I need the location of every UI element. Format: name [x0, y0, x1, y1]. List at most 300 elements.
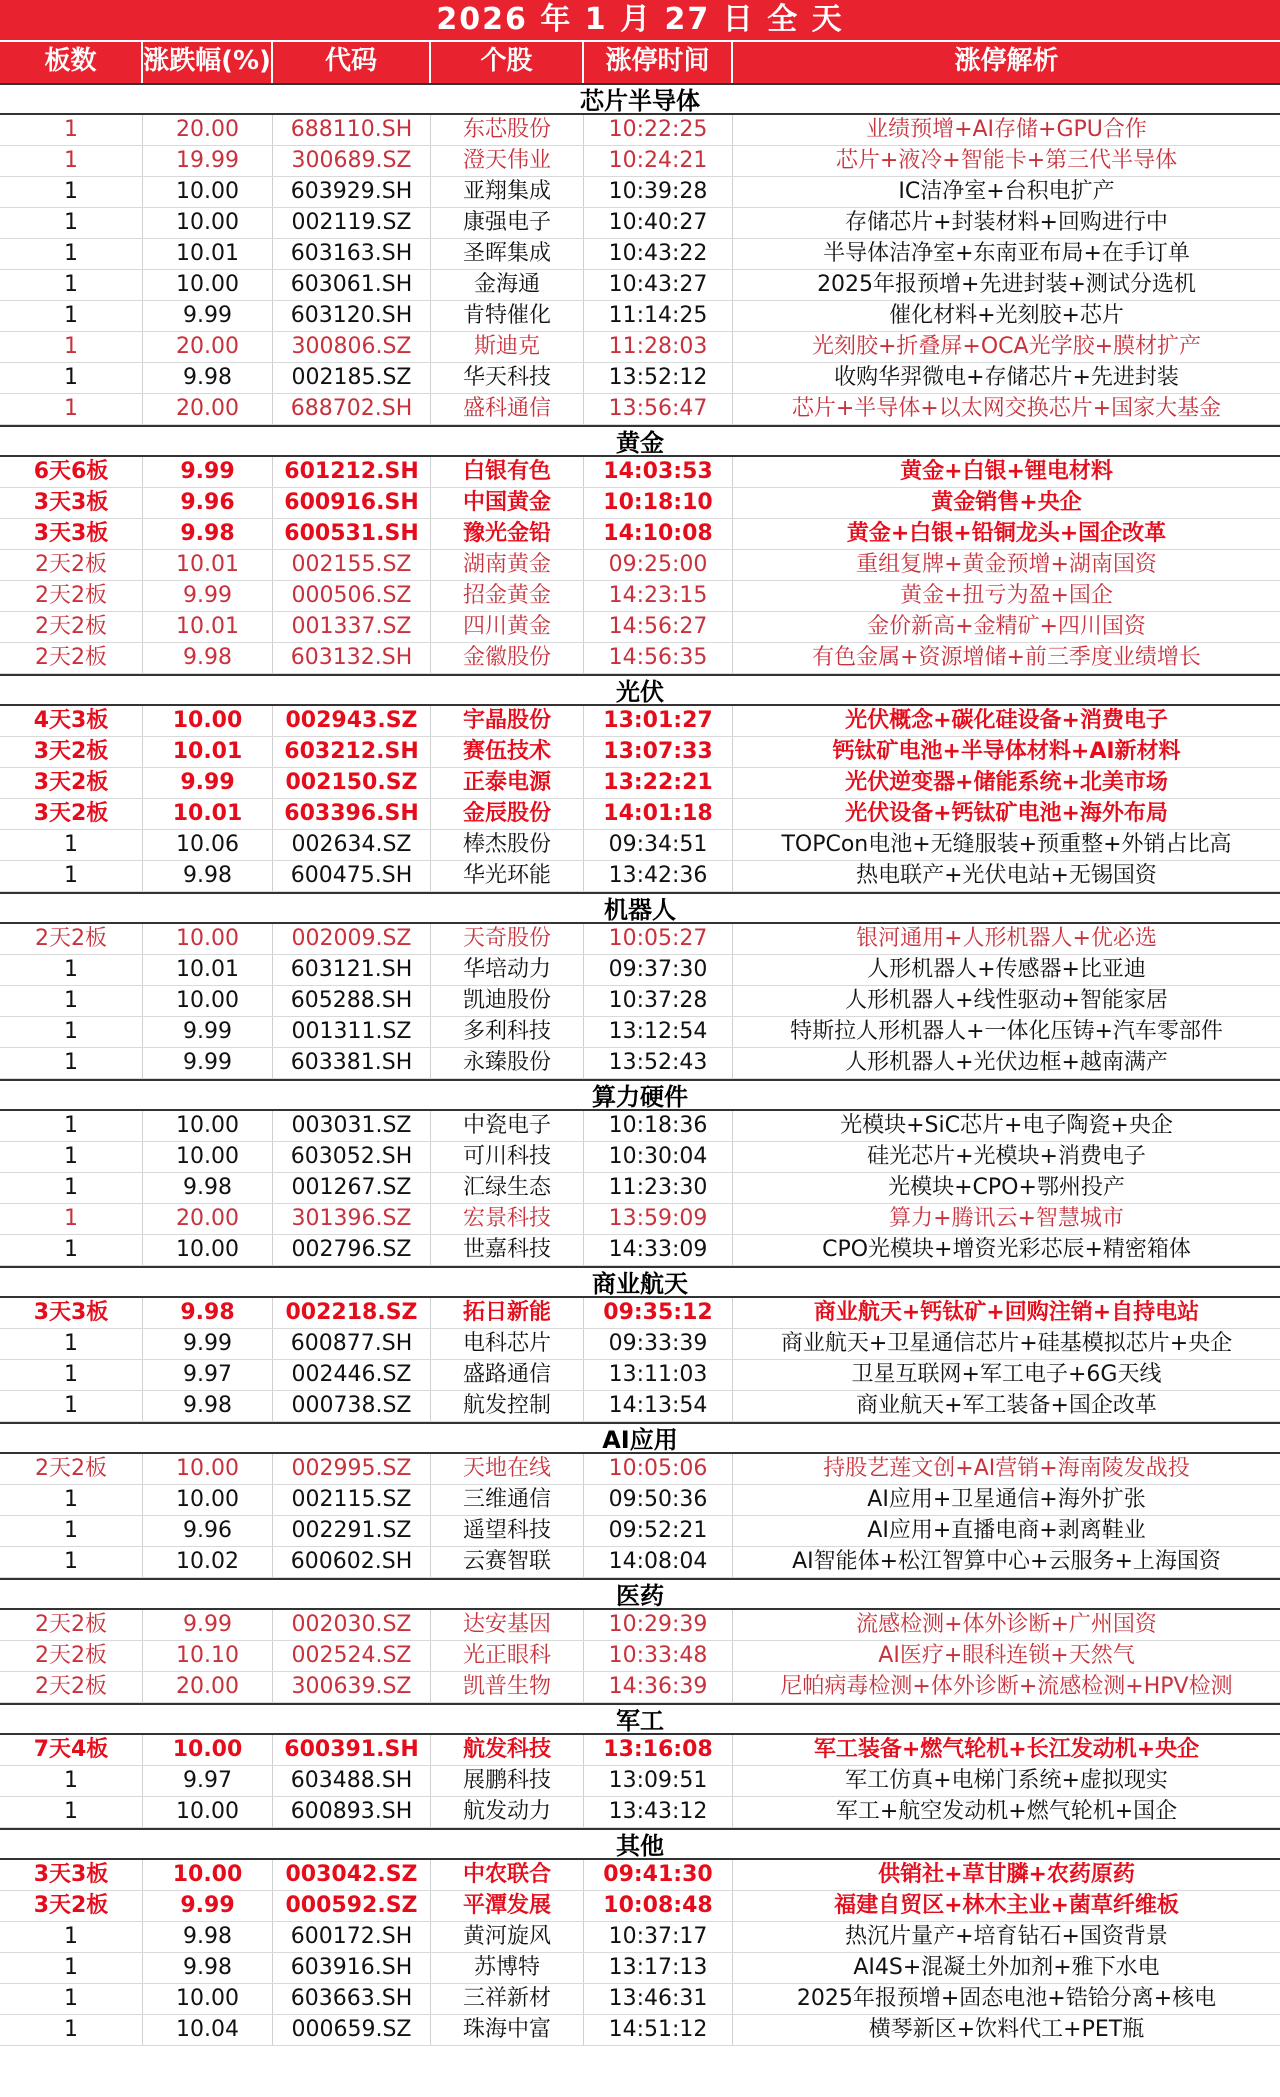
cell-board: 1 [0, 270, 143, 300]
cell-change: 10.01 [143, 239, 273, 269]
cell-stock: 康强电子 [431, 208, 584, 238]
cell-stock: 四川黄金 [431, 612, 584, 642]
cell-reason: 重组复牌+黄金预增+湖南国资 [856, 552, 1157, 577]
cell-board: 1 [0, 1485, 143, 1515]
table-row [0, 332, 1280, 363]
cell-change: 10.00 [143, 1235, 273, 1265]
cell-code: 002634.SZ [273, 830, 431, 860]
cell-board: 1 [0, 146, 143, 176]
cell-change: 9.98 [143, 1922, 273, 1952]
table-row [0, 1953, 1280, 1984]
cell-board: 1 [0, 1048, 143, 1078]
cell-board: 1 [0, 363, 143, 393]
cell-code: 603120.SH [273, 301, 431, 331]
cell-reason: 军工仿真+电梯门系统+虚拟现实 [845, 1768, 1168, 1793]
cell-stock: 苏博特 [431, 1953, 584, 1983]
cell-reason: 横琴新区+饮料代工+PET瓶 [868, 2017, 1145, 2042]
cell-change: 10.00 [143, 706, 273, 736]
cell-time: 14:33:09 [584, 1235, 733, 1265]
cell-board: 2天2板 [0, 1610, 143, 1640]
cell-change: 10.00 [143, 1142, 273, 1172]
cell-change: 9.97 [143, 1360, 273, 1390]
cell-change: 10.00 [143, 924, 273, 954]
cell-change: 10.01 [143, 612, 273, 642]
cell-reason: 供销社+草甘膦+农药原药 [878, 1862, 1135, 1887]
cell-stock: 天奇股份 [431, 924, 584, 954]
cell-reason: 卫星互联网+军工电子+6G天线 [851, 1362, 1162, 1387]
section-header: 其他 [0, 1828, 1280, 1860]
cell-stock: 招金黄金 [431, 581, 584, 611]
table-row [0, 115, 1280, 146]
table-row [0, 488, 1280, 519]
cell-change: 9.99 [143, 1329, 273, 1359]
table-row [0, 861, 1280, 892]
cell-reason: 金价新高+金精矿+四川国资 [867, 614, 1146, 639]
table-row [0, 955, 1280, 986]
cell-board: 7天4板 [0, 1735, 143, 1765]
cell-reason: 硅光芯片+光模块+消费电子 [867, 1144, 1146, 1169]
cell-time: 13:09:51 [584, 1766, 733, 1796]
cell-time: 14:08:04 [584, 1547, 733, 1577]
cell-board: 1 [0, 830, 143, 860]
cell-board: 1 [0, 1204, 143, 1234]
cell-change: 9.99 [143, 1017, 273, 1047]
cell-change: 10.00 [143, 1111, 273, 1141]
cell-change: 10.01 [143, 799, 273, 829]
cell-code: 688110.SH [273, 115, 431, 145]
cell-code: 002943.SZ [273, 706, 431, 736]
cell-code: 002218.SZ [273, 1298, 431, 1328]
cell-board: 1 [0, 1329, 143, 1359]
cell-change: 9.99 [143, 457, 273, 487]
cell-reason: 热沉片量产+培育钻石+国资背景 [845, 1924, 1168, 1949]
cell-reason: 尼帕病毒检测+体外诊断+流感检测+HPV检测 [780, 1674, 1233, 1699]
table-row [0, 1454, 1280, 1485]
table-row [0, 1173, 1280, 1204]
cell-board: 3天3板 [0, 488, 143, 518]
cell-board: 1 [0, 1360, 143, 1390]
cell-reason: 热电联产+光伏电站+无锡国资 [856, 863, 1157, 888]
cell-time: 10:05:06 [584, 1454, 733, 1484]
cell-code: 001311.SZ [273, 1017, 431, 1047]
cell-reason: AI4S+混凝土外加剂+雅下水电 [853, 1955, 1160, 1980]
cell-change: 10.06 [143, 830, 273, 860]
cell-reason: AI智能体+松江智算中心+云服务+上海国资 [792, 1549, 1221, 1574]
header-row [0, 40, 1280, 83]
table-row [0, 986, 1280, 1017]
cell-time: 14:56:35 [584, 643, 733, 673]
cell-code: 603916.SH [273, 1953, 431, 1983]
cell-stock: 平潭发展 [431, 1891, 584, 1921]
table-row [0, 1142, 1280, 1173]
cell-stock: 达安基因 [431, 1610, 584, 1640]
section-header: 机器人 [0, 892, 1280, 924]
cell-change: 9.99 [143, 1610, 273, 1640]
cell-code: 000506.SZ [273, 581, 431, 611]
cell-change: 9.98 [143, 519, 273, 549]
cell-code: 300806.SZ [273, 332, 431, 362]
cell-reason: 商业航天+军工装备+国企改革 [856, 1393, 1157, 1418]
cell-stock: 东芯股份 [431, 115, 584, 145]
cell-reason: 光模块+SiC芯片+电子陶瓷+央企 [840, 1113, 1173, 1138]
cell-time: 10:08:48 [584, 1891, 733, 1921]
cell-stock: 世嘉科技 [431, 1235, 584, 1265]
cell-reason: 流感检测+体外诊断+广州国资 [856, 1612, 1157, 1637]
cell-change: 10.02 [143, 1547, 273, 1577]
cell-code: 603381.SH [273, 1048, 431, 1078]
cell-reason: 光伏概念+碳化硅设备+消费电子 [845, 708, 1168, 733]
cell-board: 1 [0, 1391, 143, 1421]
cell-code: 600916.SH [273, 488, 431, 518]
cell-reason: 黄金+白银+铅铜龙头+国企改革 [846, 521, 1167, 546]
cell-code: 601212.SH [273, 457, 431, 487]
cell-stock: 航发科技 [431, 1735, 584, 1765]
table-row [0, 581, 1280, 612]
cell-board: 1 [0, 1766, 143, 1796]
table-row [0, 1797, 1280, 1828]
cell-time: 10:22:25 [584, 115, 733, 145]
cell-time: 14:13:54 [584, 1391, 733, 1421]
cell-time: 10:43:22 [584, 239, 733, 269]
cell-reason: 黄金销售+央企 [931, 490, 1082, 515]
cell-change: 9.98 [143, 1953, 273, 1983]
cell-code: 600877.SH [273, 1329, 431, 1359]
cell-stock: 凯普生物 [431, 1672, 584, 1702]
cell-code: 603052.SH [273, 1142, 431, 1172]
cell-change: 10.01 [143, 737, 273, 767]
cell-stock: 赛伍技术 [431, 737, 584, 767]
cell-reason: 军工装备+燃气轮机+长江发动机+央企 [813, 1737, 1200, 1762]
cell-change: 9.96 [143, 1516, 273, 1546]
cell-reason: 商业航天+钙钛矿+回购注销+自持电站 [813, 1300, 1200, 1325]
cell-change: 10.00 [143, 1735, 273, 1765]
table-row [0, 146, 1280, 177]
table-row [0, 1984, 1280, 2015]
cell-code: 301396.SZ [273, 1204, 431, 1234]
cell-change: 10.01 [143, 955, 273, 985]
table-row [0, 1204, 1280, 1235]
cell-board: 2天2板 [0, 1454, 143, 1484]
cell-code: 002524.SZ [273, 1641, 431, 1671]
cell-reason: 芯片+半导体+以太网交换芯片+国家大基金 [791, 396, 1222, 421]
cell-stock: 豫光金铅 [431, 519, 584, 549]
cell-code: 603061.SH [273, 270, 431, 300]
cell-change: 9.96 [143, 488, 273, 518]
cell-board: 1 [0, 1235, 143, 1265]
cell-time: 14:23:15 [584, 581, 733, 611]
cell-stock: 拓日新能 [431, 1298, 584, 1328]
cell-board: 2天2板 [0, 643, 143, 673]
cell-stock: 航发动力 [431, 1797, 584, 1827]
header-stock: 个股 [431, 42, 584, 83]
cell-time: 14:56:27 [584, 612, 733, 642]
cell-code: 600475.SH [273, 861, 431, 891]
cell-code: 600602.SH [273, 1547, 431, 1577]
cell-change: 10.00 [143, 1984, 273, 2014]
cell-reason: 收购华羿微电+存储芯片+先进封装 [834, 365, 1179, 390]
cell-stock: 遥望科技 [431, 1516, 584, 1546]
cell-change: 10.00 [143, 1797, 273, 1827]
table-row [0, 1111, 1280, 1142]
cell-change: 9.98 [143, 1173, 273, 1203]
cell-code: 002150.SZ [273, 768, 431, 798]
cell-board: 1 [0, 1173, 143, 1203]
cell-change: 9.97 [143, 1766, 273, 1796]
cell-code: 600531.SH [273, 519, 431, 549]
table-row [0, 177, 1280, 208]
table-row [0, 612, 1280, 643]
cell-reason: 持股艺莲文创+AI营销+海南陵发战投 [823, 1456, 1190, 1481]
cell-reason: 商业航天+卫星通信芯片+硅基模拟芯片+央企 [780, 1331, 1233, 1356]
table-row [0, 1235, 1280, 1266]
cell-stock: 天地在线 [431, 1454, 584, 1484]
cell-reason: 钙钛矿电池+半导体材料+AI新材料 [832, 739, 1181, 764]
header-change-pct: 涨跌幅(%) [143, 42, 273, 83]
cell-change: 9.99 [143, 1891, 273, 1921]
header-limit-time: 涨停时间 [584, 42, 733, 83]
cell-stock: 澄天伟业 [431, 146, 584, 176]
cell-change: 10.00 [143, 270, 273, 300]
cell-stock: 湖南黄金 [431, 550, 584, 580]
cell-time: 13:43:12 [584, 1797, 733, 1827]
section-header: 光伏 [0, 674, 1280, 706]
cell-code: 002291.SZ [273, 1516, 431, 1546]
cell-board: 3天3板 [0, 1298, 143, 1328]
cell-board: 1 [0, 1017, 143, 1047]
cell-reason: 半导体洁净室+东南亚布局+在手订单 [823, 241, 1190, 266]
cell-code: 600172.SH [273, 1922, 431, 1952]
cell-reason: 芯片+液冷+智能卡+第三代半导体 [835, 148, 1178, 173]
cell-time: 10:29:39 [584, 1610, 733, 1640]
cell-board: 1 [0, 301, 143, 331]
section-header: 芯片半导体 [0, 83, 1280, 115]
cell-code: 003042.SZ [273, 1860, 431, 1890]
cell-stock: 三祥新材 [431, 1984, 584, 2014]
cell-reason: 银河通用+人形机器人+优必选 [856, 926, 1157, 951]
cell-stock: 珠海中富 [431, 2015, 584, 2045]
cell-change: 10.04 [143, 2015, 273, 2045]
table-row [0, 519, 1280, 550]
cell-change: 20.00 [143, 332, 273, 362]
cell-code: 000738.SZ [273, 1391, 431, 1421]
cell-code: 000592.SZ [273, 1891, 431, 1921]
cell-change: 10.00 [143, 208, 273, 238]
cell-time: 10:33:48 [584, 1641, 733, 1671]
table-row [0, 1766, 1280, 1797]
cell-stock: 肯特催化 [431, 301, 584, 331]
table-row [0, 1891, 1280, 1922]
section-header: 商业航天 [0, 1266, 1280, 1298]
cell-time: 10:37:17 [584, 1922, 733, 1952]
cell-time: 13:52:12 [584, 363, 733, 393]
cell-time: 11:28:03 [584, 332, 733, 362]
cell-time: 10:39:28 [584, 177, 733, 207]
cell-change: 10.00 [143, 1860, 273, 1890]
cell-reason: IC洁净室+台积电扩产 [898, 179, 1115, 204]
cell-code: 688702.SH [273, 394, 431, 424]
cell-stock: 正泰电源 [431, 768, 584, 798]
cell-code: 003031.SZ [273, 1111, 431, 1141]
cell-change: 9.98 [143, 861, 273, 891]
cell-time: 10:05:27 [584, 924, 733, 954]
table-row [0, 1922, 1280, 1953]
table-row [0, 457, 1280, 488]
cell-code: 001337.SZ [273, 612, 431, 642]
cell-code: 001267.SZ [273, 1173, 431, 1203]
cell-board: 1 [0, 332, 143, 362]
cell-code: 603132.SH [273, 643, 431, 673]
cell-stock: 华天科技 [431, 363, 584, 393]
cell-board: 1 [0, 1953, 143, 1983]
cell-reason: 黄金+扭亏为盈+国企 [900, 583, 1113, 608]
cell-time: 09:50:36 [584, 1485, 733, 1515]
cell-code: 002115.SZ [273, 1485, 431, 1515]
header-board-count: 板数 [0, 42, 143, 83]
cell-board: 3天2板 [0, 768, 143, 798]
cell-stock: 宏景科技 [431, 1204, 584, 1234]
cell-reason: 人形机器人+光伏边框+越南满产 [845, 1050, 1168, 1075]
table-row [0, 239, 1280, 270]
cell-stock: 展鹏科技 [431, 1766, 584, 1796]
cell-stock: 航发控制 [431, 1391, 584, 1421]
cell-code: 605288.SH [273, 986, 431, 1016]
cell-stock: 金徽股份 [431, 643, 584, 673]
cell-board: 1 [0, 208, 143, 238]
cell-time: 09:34:51 [584, 830, 733, 860]
cell-board: 1 [0, 239, 143, 269]
cell-time: 10:18:10 [584, 488, 733, 518]
cell-time: 10:40:27 [584, 208, 733, 238]
cell-code: 002119.SZ [273, 208, 431, 238]
cell-code: 603163.SH [273, 239, 431, 269]
cell-time: 13:22:21 [584, 768, 733, 798]
cell-time: 14:51:12 [584, 2015, 733, 2045]
cell-time: 10:43:27 [584, 270, 733, 300]
cell-reason: 光刻胶+折叠屏+OCA光学胶+膜材扩产 [811, 334, 1202, 359]
cell-code: 002995.SZ [273, 1454, 431, 1484]
cell-stock: 金辰股份 [431, 799, 584, 829]
cell-reason: 军工+航空发动机+燃气轮机+国企 [835, 1799, 1178, 1824]
cell-time: 11:23:30 [584, 1173, 733, 1203]
cell-time: 13:59:09 [584, 1204, 733, 1234]
cell-reason: 黄金+白银+锂电材料 [900, 459, 1113, 484]
cell-change: 20.00 [143, 1672, 273, 1702]
table-row [0, 1360, 1280, 1391]
cell-code: 002446.SZ [273, 1360, 431, 1390]
cell-time: 13:42:36 [584, 861, 733, 891]
cell-reason: TOPCon电池+无缝服装+预重整+外销占比高 [781, 832, 1232, 857]
cell-change: 19.99 [143, 146, 273, 176]
cell-board: 2天2板 [0, 612, 143, 642]
section-header: AI应用 [0, 1422, 1280, 1454]
cell-reason: 人形机器人+线性驱动+智能家居 [845, 988, 1168, 1013]
cell-board: 1 [0, 1984, 143, 2014]
cell-time: 09:35:12 [584, 1298, 733, 1328]
cell-change: 10.00 [143, 1485, 273, 1515]
cell-code: 603929.SH [273, 177, 431, 207]
cell-time: 14:10:08 [584, 519, 733, 549]
table-row [0, 643, 1280, 674]
cell-time: 09:33:39 [584, 1329, 733, 1359]
cell-code: 603663.SH [273, 1984, 431, 2014]
table-row [0, 706, 1280, 737]
cell-stock: 华培动力 [431, 955, 584, 985]
cell-board: 1 [0, 1142, 143, 1172]
cell-change: 10.00 [143, 1454, 273, 1484]
cell-change: 10.00 [143, 177, 273, 207]
cell-stock: 中瓷电子 [431, 1111, 584, 1141]
cell-change: 9.98 [143, 363, 273, 393]
cell-board: 2天2板 [0, 1672, 143, 1702]
cell-stock: 斯迪克 [431, 332, 584, 362]
cell-board: 1 [0, 1516, 143, 1546]
cell-time: 13:16:08 [584, 1735, 733, 1765]
table-row [0, 208, 1280, 239]
table-row [0, 270, 1280, 301]
table-row [0, 2015, 1280, 2046]
table-row [0, 1391, 1280, 1422]
cell-board: 4天3板 [0, 706, 143, 736]
cell-stock: 亚翔集成 [431, 177, 584, 207]
cell-time: 09:25:00 [584, 550, 733, 580]
table-row [0, 1485, 1280, 1516]
cell-change: 10.00 [143, 986, 273, 1016]
cell-reason: 光伏逆变器+储能系统+北美市场 [845, 770, 1168, 795]
cell-board: 2天2板 [0, 924, 143, 954]
cell-board: 6天6板 [0, 457, 143, 487]
cell-reason: 福建自贸区+林木主业+菌草纤维板 [834, 1893, 1179, 1918]
table-row [0, 768, 1280, 799]
cell-code: 002796.SZ [273, 1235, 431, 1265]
cell-board: 1 [0, 955, 143, 985]
cell-board: 1 [0, 861, 143, 891]
cell-change: 9.99 [143, 301, 273, 331]
cell-code: 600893.SH [273, 1797, 431, 1827]
cell-stock: 可川科技 [431, 1142, 584, 1172]
cell-change: 9.99 [143, 581, 273, 611]
cell-board: 1 [0, 1922, 143, 1952]
cell-time: 09:41:30 [584, 1860, 733, 1890]
section-header: 医药 [0, 1578, 1280, 1610]
cell-board: 2天2板 [0, 581, 143, 611]
cell-time: 13:46:31 [584, 1984, 733, 2014]
cell-time: 11:14:25 [584, 301, 733, 331]
cell-code: 603488.SH [273, 1766, 431, 1796]
cell-reason: 光模块+CPO+鄂州投产 [888, 1175, 1125, 1200]
cell-code: 002185.SZ [273, 363, 431, 393]
table-row [0, 1610, 1280, 1641]
section-header: 算力硬件 [0, 1079, 1280, 1111]
cell-board: 1 [0, 177, 143, 207]
header-code: 代码 [273, 42, 431, 83]
cell-stock: 电科芯片 [431, 1329, 584, 1359]
cell-code: 002155.SZ [273, 550, 431, 580]
table-row [0, 1860, 1280, 1891]
cell-code: 002009.SZ [273, 924, 431, 954]
cell-board: 1 [0, 2015, 143, 2045]
cell-code: 300689.SZ [273, 146, 431, 176]
header-reason: 涨停解析 [954, 46, 1059, 76]
cell-code: 600391.SH [273, 1735, 431, 1765]
cell-change: 9.99 [143, 768, 273, 798]
cell-stock: 云赛智联 [431, 1547, 584, 1577]
cell-code: 002030.SZ [273, 1610, 431, 1640]
table-row [0, 363, 1280, 394]
cell-change: 20.00 [143, 394, 273, 424]
cell-time: 09:52:21 [584, 1516, 733, 1546]
table-body [0, 83, 1280, 2046]
table-row [0, 1641, 1280, 1672]
